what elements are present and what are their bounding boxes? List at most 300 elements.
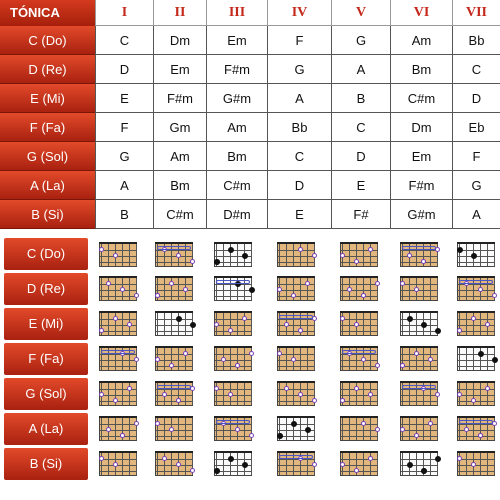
finger-dot [120,433,125,438]
nut [400,276,438,278]
chord-diagram [398,236,442,268]
finger-dot [414,433,419,438]
fret-line [341,262,377,263]
finger-dot [298,392,303,397]
fret-line [215,395,251,396]
finger-dot [298,247,303,252]
finger-dot [155,421,160,426]
nut [99,276,137,278]
fret-line [458,436,494,437]
fret-line [401,459,437,460]
guitar-string [377,244,378,266]
finger-dot [106,281,111,286]
finger-dot [277,433,283,439]
chord-diagram [275,236,319,268]
fret-line [156,360,192,361]
nut [214,451,252,453]
fret-line [100,262,136,263]
fret-line [278,366,314,367]
finger-dot [312,398,317,403]
chord-cell: C#m [206,171,267,200]
nut [340,451,378,453]
barre-marker [402,385,436,389]
chord-cell: F#m [153,84,206,113]
fret-line [458,401,494,402]
nut [457,346,495,348]
tonic-label: C (Do) [0,26,95,55]
fret-line [278,296,314,297]
fretboard [277,417,315,441]
fret-line [156,325,192,326]
fret-line [215,331,251,332]
degree-header-ii: II [153,0,206,26]
nut [214,311,252,313]
finger-dot [183,351,188,356]
fret-line [458,296,494,297]
finger-dot [361,421,366,426]
finger-dot [340,316,345,321]
finger-dot [414,351,419,356]
fret-line [458,366,494,367]
chord-cell: Bm [390,55,452,84]
fret-line [100,395,136,396]
fret-line [100,459,136,460]
chord-cell: D#m [206,200,267,229]
nut [457,242,495,244]
fretboard [155,347,193,371]
nut [99,311,137,313]
chord-diagram [275,410,319,442]
nut [99,451,137,453]
nut [99,346,137,348]
finger-dot [113,398,118,403]
fretboard [99,417,137,441]
finger-dot [134,421,139,426]
fret-line [341,436,377,437]
degree-header-vii: VII [452,0,500,26]
fretboard [214,452,252,476]
fret-line [458,471,494,472]
fretboard [99,452,137,476]
guitar-string [251,313,252,335]
fretboard [457,417,495,441]
finger-dot [492,293,497,298]
fret-line [278,436,314,437]
finger-dot [457,392,462,397]
finger-dot [162,392,167,397]
finger-dot [428,421,433,426]
finger-dot [242,253,248,259]
chord-cell: Bb [267,113,331,142]
fret-line [100,471,136,472]
fret-line [278,250,314,251]
degree-header-vi: VI [390,0,452,26]
finger-dot [375,363,380,368]
fret-line [341,296,377,297]
finger-dot [375,281,380,286]
fretboard [214,243,252,267]
chord-cell: C [452,55,500,84]
fret-line [341,331,377,332]
fret-line [341,256,377,257]
tonic-label: F (Fa) [0,113,95,142]
finger-dot [127,386,132,391]
finger-dot [176,316,182,322]
fret-line [278,256,314,257]
chord-cell: B [95,200,153,229]
fret-line [100,319,136,320]
chord-diagram [398,410,442,442]
finger-dot [435,328,441,334]
finger-dot [340,462,345,467]
nut [99,381,137,383]
chord-diagram [153,410,197,442]
fretboard [457,382,495,406]
finger-dot [471,398,476,403]
diagram-row-label: C (Do) [4,238,88,270]
finger-dot [414,287,419,292]
fret-line [458,250,494,251]
barre-marker [342,350,376,354]
guitar-string [494,453,495,475]
chord-diagram [97,270,141,302]
chord-diagram [275,375,319,407]
chord-diagram [212,375,256,407]
chord-diagram [455,340,499,372]
fret-line [100,296,136,297]
chord-cell: F [95,113,153,142]
barre-marker [459,420,493,424]
guitar-string [314,348,315,370]
fret-line [458,331,494,332]
chord-diagram [97,340,141,372]
chord-cell: Bm [153,171,206,200]
barre-marker [279,455,313,459]
fret-line [401,284,437,285]
chord-cell: Dm [390,113,452,142]
finger-dot [435,456,441,462]
nut [457,311,495,313]
finger-dot [214,322,219,327]
chord-cell: F#m [206,55,267,84]
fretboard [277,312,315,336]
guitar-string [136,313,137,335]
finger-dot [407,316,413,322]
chord-diagram [153,445,197,477]
fretboard [155,417,193,441]
finger-dot [312,253,317,258]
nut [457,451,495,453]
fretboard [155,382,193,406]
fret-line [100,366,136,367]
chord-cell: C [331,113,390,142]
fretboard [155,312,193,336]
fret-line [100,424,136,425]
fret-line [156,284,192,285]
chord-diagram [338,305,382,337]
chord-cell: F#m [390,171,452,200]
finger-dot [400,363,405,368]
chord-cell: Bb [452,26,500,55]
finger-dot [120,287,125,292]
tonic-label: E (Mi) [0,84,95,113]
chord-cell: B [331,84,390,113]
fretboard [400,382,438,406]
fret-line [100,290,136,291]
finger-dot [113,462,118,467]
finger-dot [169,363,174,368]
chord-diagram [212,445,256,477]
chord-diagram [97,410,141,442]
barre-marker [279,315,313,319]
finger-dot [400,281,405,286]
degree-header-iv: IV [267,0,331,26]
nut [340,242,378,244]
chord-diagram [338,270,382,302]
chord-cell: Am [206,113,267,142]
finger-dot [471,253,477,259]
finger-dot [298,328,303,333]
chord-diagram [275,445,319,477]
finger-dot [305,427,311,433]
finger-dot [478,287,483,292]
guitar-string [377,313,378,335]
chord-cell: G [267,55,331,84]
fretboard [277,277,315,301]
nut [155,381,193,383]
chord-diagram [275,270,319,302]
fretboard [457,452,495,476]
chord-cell: Gm [153,113,206,142]
nut [400,242,438,244]
chord-diagram [97,305,141,337]
fret-line [401,401,437,402]
fret-line [278,354,314,355]
chord-diagram [153,270,197,302]
fret-line [156,424,192,425]
diagram-row-label: F (Fa) [4,343,88,375]
fret-line [341,401,377,402]
fret-line [401,395,437,396]
chord-cell: D [331,142,390,171]
fretboard [99,382,137,406]
fret-line [278,331,314,332]
chord-diagram [398,375,442,407]
finger-dot [249,287,255,293]
nut [340,416,378,418]
nut [277,451,315,453]
tonic-label: B (Si) [0,200,95,229]
fret-line [156,465,192,466]
fretboard [457,243,495,267]
nut [277,381,315,383]
finger-dot [190,468,195,473]
chord-diagram [455,270,499,302]
chord-diagram [153,340,197,372]
finger-dot [457,247,463,253]
fret-line [278,471,314,472]
chord-diagram [338,236,382,268]
finger-dot [291,357,296,362]
fretboard [400,347,438,371]
chord-diagram [212,270,256,302]
barre-marker [157,246,191,250]
chord-cell: A [452,200,500,229]
fret-line [341,366,377,367]
finger-dot [375,427,380,432]
fret-line [278,395,314,396]
finger-dot [228,247,234,253]
fret-line [401,262,437,263]
chord-diagram [212,340,256,372]
nut [277,276,315,278]
fret-line [156,471,192,472]
fret-line [100,360,136,361]
fretboard [99,347,137,371]
finger-dot [421,322,427,328]
fret-line [100,436,136,437]
fret-line [278,319,314,320]
barre-marker [101,350,135,354]
fret-line [100,250,136,251]
fret-line [458,424,494,425]
fret-line [458,360,494,361]
chord-diagram [275,340,319,372]
guitar-string [437,278,438,300]
fretboard [99,312,137,336]
fretboard [214,347,252,371]
fret-line [100,465,136,466]
finger-dot [291,421,297,427]
fretboard [340,277,378,301]
guitar-string [377,383,378,405]
fret-line [215,436,251,437]
fret-line [278,465,314,466]
finger-dot [485,386,490,391]
chord-cell: E [95,84,153,113]
fret-line [215,325,251,326]
chord-diagram [338,375,382,407]
fretboard [340,243,378,267]
degree-header-iii: III [206,0,267,26]
finger-dot [354,322,359,327]
chord-cell: C [95,26,153,55]
guitar-string [136,453,137,475]
guitar-string [251,383,252,405]
finger-dot [214,386,219,391]
fret-line [341,424,377,425]
fret-line [278,401,314,402]
chord-cell: Em [390,142,452,171]
chord-cell: G#m [390,200,452,229]
fret-line [156,296,192,297]
fret-line [401,296,437,297]
finger-dot [162,456,167,461]
finger-dot [235,363,240,368]
fretboard [214,417,252,441]
chord-cell: A [95,171,153,200]
barre-marker [157,385,191,389]
guitar-string [192,348,193,370]
finger-dot [312,462,317,467]
finger-dot [155,293,160,298]
tonic-label: D (Re) [0,55,95,84]
finger-dot [284,322,289,327]
chord-diagram [275,305,319,337]
degree-header-v: V [331,0,390,26]
nut [400,381,438,383]
finger-dot [176,462,181,467]
barre-marker [216,420,250,424]
chord-diagram [97,375,141,407]
fretboard [155,243,193,267]
finger-dot [368,456,373,461]
barre-marker [402,246,436,250]
finger-dot [361,357,366,362]
finger-dot [400,427,405,432]
finger-dot [228,456,234,462]
nut [155,276,193,278]
finger-dot [471,462,476,467]
finger-dot [169,427,174,432]
fret-line [341,319,377,320]
guitar-string [494,383,495,405]
fretboard [277,243,315,267]
guitar-string [494,313,495,335]
chord-cell: G [331,26,390,55]
nut [457,416,495,418]
fret-line [458,262,494,263]
finger-dot [228,328,233,333]
fret-line [215,366,251,367]
nut [340,311,378,313]
finger-dot [127,322,132,327]
finger-dot [284,386,289,391]
finger-dot [340,253,345,258]
chord-diagram [338,445,382,477]
chord-cell: A [331,55,390,84]
finger-dot [407,462,413,468]
finger-dot [106,427,111,432]
nut [340,276,378,278]
guitar-string [314,278,315,300]
nut [400,311,438,313]
fret-line [401,389,437,390]
chord-diagram [153,305,197,337]
chord-cell: D [267,171,331,200]
fretboard [400,277,438,301]
finger-dot [183,287,188,292]
nut [99,416,137,418]
chord-diagram [97,236,141,268]
fretboard [277,347,315,371]
fret-line [341,465,377,466]
fret-line [156,262,192,263]
diagram-row-label: D (Re) [4,273,88,305]
fret-line [278,360,314,361]
finger-dot [354,468,359,473]
chord-cell: D [452,84,500,113]
fret-line [278,290,314,291]
fret-line [100,401,136,402]
finger-dot [99,247,104,252]
finger-dot [190,259,195,264]
nut [277,242,315,244]
finger-dot [478,433,483,438]
finger-dot [428,357,433,362]
nut [340,381,378,383]
finger-dot [421,468,427,474]
